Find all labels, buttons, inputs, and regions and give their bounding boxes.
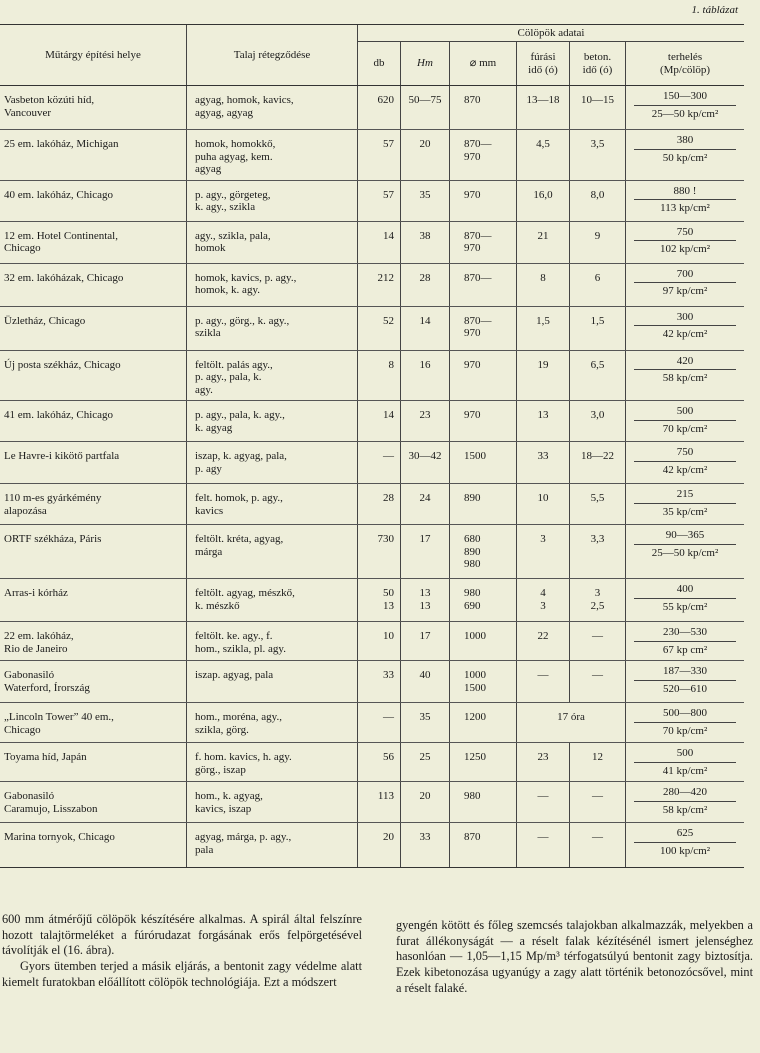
- cell-count: 620: [358, 86, 401, 130]
- cell-soil: homok, homokkő, puha agyag, kem. agyag: [187, 130, 358, 181]
- cell-count: —: [358, 442, 401, 484]
- cell-place: 25 em. lakóház, Michigan: [0, 130, 187, 181]
- cell-hm: 14: [401, 306, 450, 350]
- cell-concreting-time: 5,5: [570, 484, 626, 525]
- load-pressure: 70 kp/cm²: [662, 422, 708, 435]
- load-pressure: 102 kp/cm²: [659, 243, 711, 255]
- cell-count: 14: [358, 401, 401, 442]
- load-pressure: 42 kp/cm²: [662, 328, 708, 340]
- cell-load: [626, 263, 745, 306]
- cell-hm: 17: [401, 525, 450, 579]
- cell-concreting-time: 18—22: [570, 442, 626, 484]
- cell-load: [626, 782, 745, 823]
- table-row: [0, 525, 744, 579]
- table-row: [0, 661, 744, 703]
- cell-soil: feltölt. kréta, agyag, márga: [187, 525, 358, 579]
- cell-load: [626, 86, 745, 130]
- cell-hm: 38: [401, 221, 450, 263]
- cell-hm: 20: [401, 782, 450, 823]
- cell-count: 57: [358, 130, 401, 181]
- cell-hm: 23: [401, 401, 450, 442]
- paragraph: Gyors ütemben terjed a másik eljárás, a bentonit zagy védelme alatt kiemelt furatokban előállított cölöpök technológiája. Ezt a módszert: [2, 959, 362, 989]
- table-row: [0, 782, 744, 823]
- cell-soil: iszap, k. agyag, pala, p. agy: [187, 442, 358, 484]
- load-value: 300: [634, 311, 736, 327]
- cell-diameter: 870—: [450, 263, 517, 306]
- cell-concreting-time: —: [570, 622, 626, 661]
- load-value: 280—420: [634, 786, 736, 802]
- cell-place: 12 em. Hotel Continental, Chicago: [0, 221, 187, 263]
- cell-diameter: 980 690: [450, 579, 517, 622]
- load-pressure: 25—50 kp/cm²: [651, 107, 719, 120]
- cell-concreting-time: 6,5: [570, 350, 626, 401]
- cell-diameter: 870: [450, 823, 517, 868]
- cell-soil: hom., k. agyag, kavics, iszap: [187, 782, 358, 823]
- cell-load: [626, 484, 745, 525]
- cell-drill-concrete-time: 17 óra: [517, 703, 626, 743]
- table-row: [0, 401, 744, 442]
- cell-diameter: 890: [450, 484, 517, 525]
- cell-place: ORTF székháza, Páris: [0, 525, 187, 579]
- cell-place: Gabonasiló Caramujo, Lisszabon: [0, 782, 187, 823]
- cell-diameter: 1200: [450, 703, 517, 743]
- cell-place: Le Havre-i kikötő partfala: [0, 442, 187, 484]
- cell-concreting-time: —: [570, 661, 626, 703]
- load-value: 90—365: [634, 529, 736, 545]
- cell-diameter: 870— 970: [450, 306, 517, 350]
- cell-concreting-time: 3 2,5: [570, 579, 626, 622]
- cell-place: 40 em. lakóház, Chicago: [0, 180, 187, 221]
- load-value: 500: [634, 405, 736, 421]
- body-text-left: [2, 912, 362, 991]
- cell-drilling-time: 13—18: [517, 86, 570, 130]
- cell-diameter: 680 890 980: [450, 525, 517, 579]
- load-value: 700: [634, 268, 736, 284]
- header-hm: Hm: [401, 42, 450, 86]
- cell-load: [626, 442, 745, 484]
- cell-soil: agy., szikla, pala, homok: [187, 221, 358, 263]
- load-pressure: 100 kp/cm²: [659, 844, 711, 857]
- table-row: [0, 350, 744, 401]
- load-value: 215: [634, 488, 736, 504]
- cell-soil: agyag, márga, p. agy., pala: [187, 823, 358, 868]
- load-pressure: 25—50 kp/cm²: [651, 546, 719, 559]
- load-pressure: 50 kp/cm²: [662, 151, 708, 164]
- cell-place: Üzletház, Chicago: [0, 306, 187, 350]
- cell-drilling-time: 10: [517, 484, 570, 525]
- cell-load: [626, 743, 745, 782]
- cell-hm: 33: [401, 823, 450, 868]
- cell-soil: agyag, homok, kavics, agyag, agyag: [187, 86, 358, 130]
- cell-concreting-time: —: [570, 823, 626, 868]
- cell-load: [626, 221, 745, 263]
- load-value: 187—330: [634, 665, 736, 681]
- cell-hm: 40: [401, 661, 450, 703]
- table-body: [0, 86, 744, 868]
- cell-count: 113: [358, 782, 401, 823]
- cell-place: 41 em. lakóház, Chicago: [0, 401, 187, 442]
- table-row: [0, 823, 744, 868]
- cell-soil: feltölt. ke. agy., f. hom., szikla, pl. agy.: [187, 622, 358, 661]
- cell-hm: 35: [401, 703, 450, 743]
- cell-concreting-time: 1,5: [570, 306, 626, 350]
- load-pressure: 70 kp/cm²: [662, 724, 708, 737]
- load-value: 150—300: [634, 90, 736, 106]
- cell-count: 14: [358, 221, 401, 263]
- cell-hm: 16: [401, 350, 450, 401]
- cell-drilling-time: —: [517, 782, 570, 823]
- cell-place: Marina tornyok, Chicago: [0, 823, 187, 868]
- cell-diameter: 1250: [450, 743, 517, 782]
- header-place: Műtárgy építési helye: [0, 25, 187, 86]
- body-text-right: [396, 918, 753, 997]
- cell-count: 56: [358, 743, 401, 782]
- cell-count: —: [358, 703, 401, 743]
- cell-load: [626, 823, 745, 868]
- load-value: 380: [634, 134, 736, 150]
- cell-diameter: 870: [450, 86, 517, 130]
- table-row: [0, 306, 744, 350]
- cell-hm: 20: [401, 130, 450, 181]
- load-pressure: 113 kp/cm²: [660, 202, 710, 214]
- cell-drilling-time: 33: [517, 442, 570, 484]
- table-row: [0, 263, 744, 306]
- header-group: Cölöpök adatai: [358, 25, 745, 42]
- load-value: 230—530: [634, 626, 736, 642]
- load-pressure: 58 kp/cm²: [662, 803, 708, 816]
- cell-soil: p. agy., görgeteg, k. agy., szikla: [187, 180, 358, 221]
- cell-soil: feltölt. palás agy., p. agy., pala, k. agy.: [187, 350, 358, 401]
- load-value: 750: [634, 226, 736, 242]
- cell-soil: feltölt. agyag, mészkő, k. mészkő: [187, 579, 358, 622]
- cell-drilling-time: 21: [517, 221, 570, 263]
- load-value: 500: [634, 747, 736, 763]
- cell-diameter: 870— 970: [450, 130, 517, 181]
- cell-diameter: 1000: [450, 622, 517, 661]
- cell-soil: felt. homok, p. agy., kavics: [187, 484, 358, 525]
- table-row: [0, 622, 744, 661]
- cell-load: [626, 350, 745, 401]
- load-pressure: 41 kp/cm²: [662, 764, 708, 777]
- cell-count: 52: [358, 306, 401, 350]
- cell-hm: 28: [401, 263, 450, 306]
- cell-diameter: 970: [450, 401, 517, 442]
- cell-concreting-time: 3,0: [570, 401, 626, 442]
- cell-drilling-time: —: [517, 823, 570, 868]
- cell-count: 212: [358, 263, 401, 306]
- cell-place: 110 m-es gyárkémény alapozása: [0, 484, 187, 525]
- load-value: 880 !: [634, 185, 736, 201]
- cell-count: 730: [358, 525, 401, 579]
- load-pressure: 42 kp/cm²: [662, 463, 708, 476]
- cell-place: Gabonasiló Waterford, Írország: [0, 661, 187, 703]
- cell-place: Arras-i kórház: [0, 579, 187, 622]
- table-row: [0, 86, 744, 130]
- cell-load: [626, 306, 745, 350]
- cell-hm: 35: [401, 180, 450, 221]
- cell-concreting-time: 12: [570, 743, 626, 782]
- cell-drilling-time: 3: [517, 525, 570, 579]
- load-value: 400: [634, 583, 736, 599]
- cell-load: [626, 180, 745, 221]
- load-value: 750: [634, 446, 736, 462]
- table-row: [0, 703, 744, 743]
- paragraph: 600 mm átmérőjű cölöpök készítésére alkalmas. A spirál által felszínre hozott talajtörmeléket a fúrórudazat forgásának erős felpörgetésével távolítják el (16. ábra).: [2, 912, 362, 958]
- cell-concreting-time: 8,0: [570, 180, 626, 221]
- cell-hm: 25: [401, 743, 450, 782]
- load-value: 500—800: [634, 707, 736, 723]
- cell-concreting-time: 3,5: [570, 130, 626, 181]
- load-pressure: 520—610: [663, 682, 707, 695]
- cell-count: 33: [358, 661, 401, 703]
- cell-concreting-time: 3,3: [570, 525, 626, 579]
- cell-drilling-time: 4,5: [517, 130, 570, 181]
- table-row: [0, 130, 744, 181]
- cell-drilling-time: 23: [517, 743, 570, 782]
- pile-data-table: [0, 24, 744, 868]
- cell-soil: hom., moréna, agy., szikla, görg.: [187, 703, 358, 743]
- paragraph: gyengén kötött és főleg szemcsés talajokban alkalmazzák, melyekben a furat állékonyságát — a réselt falak kézítésénél ismert jelenséghez hasonlóan — 1,05—1,15 Mp/m³ térfogatsúlyú bentonit zagy biztosítja. Ezek kibetonozása ugyanúgy a zagy alatt történik betonozócsővel, mint a réselt falaké.: [396, 918, 753, 995]
- cell-drilling-time: 4 3: [517, 579, 570, 622]
- cell-concreting-time: 9: [570, 221, 626, 263]
- cell-load: [626, 401, 745, 442]
- cell-soil: iszap. agyag, pala: [187, 661, 358, 703]
- load-pressure: 67 kp cm²: [662, 643, 708, 656]
- cell-place: Vasbeton közúti híd, Vancouver: [0, 86, 187, 130]
- cell-diameter: 970: [450, 350, 517, 401]
- cell-hm: 13 13: [401, 579, 450, 622]
- table-row: [0, 442, 744, 484]
- cell-place: Toyama híd, Japán: [0, 743, 187, 782]
- cell-hm: 17: [401, 622, 450, 661]
- cell-soil: f. hom. kavics, h. agy. görg., iszap: [187, 743, 358, 782]
- cell-diameter: 980: [450, 782, 517, 823]
- table-caption: 1. táblázat: [691, 4, 738, 16]
- cell-load: [626, 130, 745, 181]
- cell-drilling-time: 22: [517, 622, 570, 661]
- cell-diameter: 1000 1500: [450, 661, 517, 703]
- cell-load: [626, 661, 745, 703]
- cell-count: 50 13: [358, 579, 401, 622]
- cell-count: 20: [358, 823, 401, 868]
- cell-hm: 50—75: [401, 86, 450, 130]
- cell-drilling-time: 16,0: [517, 180, 570, 221]
- cell-hm: 30—42: [401, 442, 450, 484]
- cell-drilling-time: 8: [517, 263, 570, 306]
- load-pressure: 55 kp/cm²: [662, 600, 708, 613]
- cell-count: 28: [358, 484, 401, 525]
- load-value: 625: [634, 827, 736, 843]
- cell-count: 10: [358, 622, 401, 661]
- table-row: [0, 221, 744, 263]
- cell-load: [626, 703, 745, 743]
- cell-place: „Lincoln Tower” 40 em., Chicago: [0, 703, 187, 743]
- load-pressure: 58 kp/cm²: [662, 372, 708, 384]
- cell-count: 8: [358, 350, 401, 401]
- cell-load: [626, 622, 745, 661]
- load-pressure: 97 kp/cm²: [662, 285, 708, 297]
- cell-place: 22 em. lakóház, Rio de Janeiro: [0, 622, 187, 661]
- load-value: 420: [634, 355, 736, 371]
- cell-hm: 24: [401, 484, 450, 525]
- cell-drilling-time: —: [517, 661, 570, 703]
- cell-drilling-time: 13: [517, 401, 570, 442]
- header-drilling-time: fúrási idő (ó): [517, 42, 570, 86]
- header-soil: Talaj rétegződése: [187, 25, 358, 86]
- cell-diameter: 1500: [450, 442, 517, 484]
- cell-count: 57: [358, 180, 401, 221]
- cell-place: 32 em. lakóházak, Chicago: [0, 263, 187, 306]
- cell-concreting-time: 10—15: [570, 86, 626, 130]
- cell-place: Új posta székház, Chicago: [0, 350, 187, 401]
- cell-soil: homok, kavics, p. agy., homok, k. agy.: [187, 263, 358, 306]
- table-row: [0, 180, 744, 221]
- header-diameter: ⌀ mm: [450, 42, 517, 86]
- cell-diameter: 870— 970: [450, 221, 517, 263]
- cell-drilling-time: 19: [517, 350, 570, 401]
- cell-concreting-time: 6: [570, 263, 626, 306]
- table-row: [0, 579, 744, 622]
- cell-diameter: 970: [450, 180, 517, 221]
- cell-load: [626, 579, 745, 622]
- header-concreting-time: beton. idő (ó): [570, 42, 626, 86]
- header-db: db: [358, 42, 401, 86]
- table-row: [0, 743, 744, 782]
- cell-concreting-time: —: [570, 782, 626, 823]
- table-row: [0, 484, 744, 525]
- header-load: terhelés (Mp/cölöp): [626, 42, 745, 86]
- cell-drilling-time: 1,5: [517, 306, 570, 350]
- load-pressure: 35 kp/cm²: [662, 505, 708, 518]
- cell-load: [626, 525, 745, 579]
- cell-soil: p. agy., pala, k. agy., k. agyag: [187, 401, 358, 442]
- cell-soil: p. agy., görg., k. agy., szikla: [187, 306, 358, 350]
